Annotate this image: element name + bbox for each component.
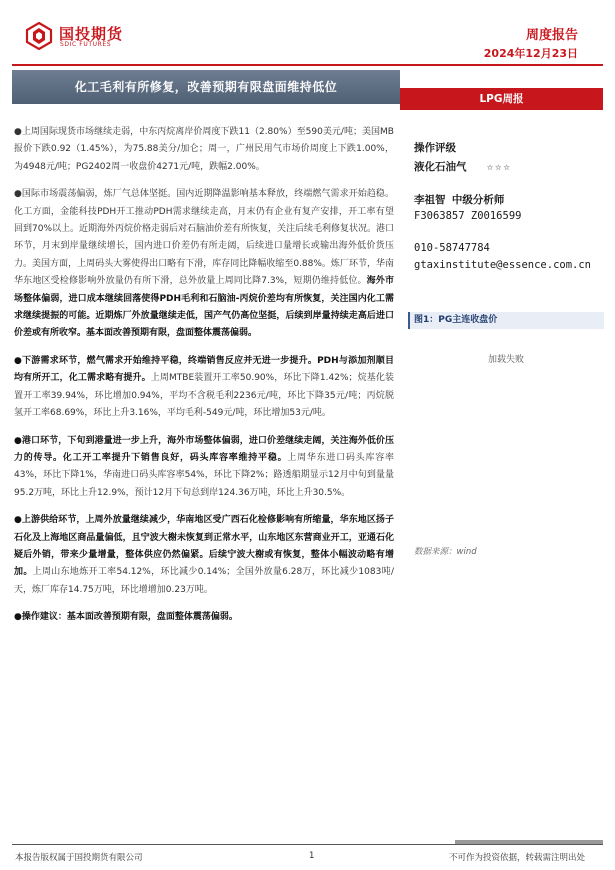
text-segment: 上周山东地炼开工率54.12%，环比减少0.14%；全国外放量6.28万，环比减少1083吨/天，炼厂库存14.75万吨，环比增增加0.23万吨。 (14, 567, 394, 595)
analyst-cert: F3063857 Z0016599 (414, 210, 522, 222)
analyst-name: 李祖智 中级分析师 (414, 194, 505, 206)
figure-source: 数据来源：wind (414, 547, 477, 557)
page-number: 1 (309, 851, 315, 861)
text-segment: ●上周国际现货市场继续走弱，中东丙烷离岸价周度下跌11（2.80%）至590美元/吨；美国MB报价下跌0.92（1.45%），为75.88美分/加仑；周一，广州民用气市场价周度上下跌1.00%，为4948元/吨；PG2402周一收盘价4271元/吨，跌幅2.00%。 (14, 127, 394, 172)
chart-placeholder (408, 336, 604, 536)
sidebar (414, 140, 604, 271)
logo-mark-icon (24, 21, 54, 51)
bold-text-segment: 海外市场整体偏弱，进口成本继续回落使得PDH毛利和石脑油-丙烷价差均有所恢复，关注国内化工需求继续提振的可能。近期炼厂外放量继续走低，国产气仍高位坚挺，后续到岸量持续走高后进口价差或有所收窄。基本面改善预期有限，盘面整体震荡偏弱。 (14, 276, 394, 339)
body-paragraph (14, 353, 394, 423)
footer-copyright: 本报告版权属于国投期货有限公司 (15, 853, 143, 863)
title-banner (12, 70, 400, 104)
bold-text-segment: ●下游需求环节，燃气需求开始维持平稳，终端销售反应并无进一步提升。PDH与添加剂顺目均有所开工，化工需求略有提升。 (14, 355, 394, 384)
body-paragraph (14, 609, 394, 626)
bold-text-segment: ●操作建议：基本面改善预期有限，盘面整体震荡偏弱。 (14, 612, 238, 623)
body-paragraph (14, 512, 394, 599)
logo-text-en: SDIC FUTURES (60, 41, 112, 48)
main-content (14, 124, 394, 637)
rating-stars-icon: ☆☆☆ (486, 161, 512, 173)
company-logo (24, 21, 154, 51)
header-divider (12, 64, 603, 66)
text-segment: ●国际市场震荡偏弱，炼厂气总体坚挺。国内近期降温影响基本释放，终端燃气需求开始趋稳。化工方面，金能科技PDH开工推动PDH需求继续走高，月末仍有企业有复产安排，开工率有望回到70%以上。近期海外丙烷价格走弱后对石脑油价差有所恢复，关注后续毛利修复状况。港口环节，月末到岸量继续增长，国内进口价差仍有所走阔，后续进口量增长或输出海外低价货压力。美国方面，上周码头大雾使得出口略有下滑，库存同比降幅收缩至0.88%。炼厂环节，华南华东地区受检修影响外放量仍有所下滑，总外放量上周同比降7.3%，短期仍维持低位。 (14, 189, 395, 287)
rating-product: 液化石油气 (414, 161, 467, 173)
text-segment: 上周MTBE装置开工率50.90%，环比下降1.42%；烷基化装置开工率39.94%，环比增加0.94%，平均不含税毛利2236元/吨，环比下降35元/吨；丙烷脱氢开工率68.69%，环比上升3.16%，平均毛利-549元/吨，环比增加53元/吨。 (14, 373, 394, 419)
logo-text-cn: 国投期货 (59, 25, 124, 43)
body-paragraph (14, 124, 394, 176)
report-title: 化工毛利有所修复，改善预期有限盘面维持低位 (74, 80, 338, 94)
figure-title: 图1：PG主连收盘价 (408, 312, 604, 329)
figure-loading-text: 加载失败 (487, 355, 524, 365)
report-tag (400, 88, 603, 110)
report-date: 2024年12月23日 (483, 47, 578, 60)
bold-text-segment: ●港口环节，下旬到港量进一步上升，海外市场整体偏弱，进口价差继续走阔，关注海外低价压力的传导。化工开工率提升下销售良好，码头库容率维持平稳。 (14, 435, 394, 463)
footer-disclaimer: 不可作为投资依据，转载需注明出处 (448, 853, 585, 863)
analyst-email[interactable]: gtaxinstitute@essence.com.cn (414, 259, 592, 271)
body-paragraph (14, 186, 394, 343)
analyst-phone: 010-58747784 (414, 242, 490, 254)
report-tag-label: LPG周报 (479, 93, 524, 105)
rating-row (414, 159, 604, 174)
body-paragraph (14, 433, 394, 503)
rating-label: 操作评级 (414, 142, 456, 154)
footer-divider (12, 844, 603, 845)
text-segment: 上周华东进口码头库容率43%，环比下降1%，华南进口码头库容率54%，环比下降2%；路透船期显示12月中旬到量量95.2万吨，环比上升12.9%，预计12月下旬总到岸124.36万吨，环比上升30.5%。 (14, 452, 394, 498)
report-type: 周度报告 (525, 28, 578, 43)
bold-text-segment: ●上游供给环节，上周外放量继续减少，华南地区受广西石化检修影响有所缩量，华东地区扬子石化及上海地区商品量偏低，且宁波大榭未恢复到正常水平，山东地区东营商业开工，亚通石化疑后外销，带来少量增量，整体供应仍然偏紧。后续宁波大榭或有恢复，整体小幅波动略有增加。 (14, 515, 394, 578)
